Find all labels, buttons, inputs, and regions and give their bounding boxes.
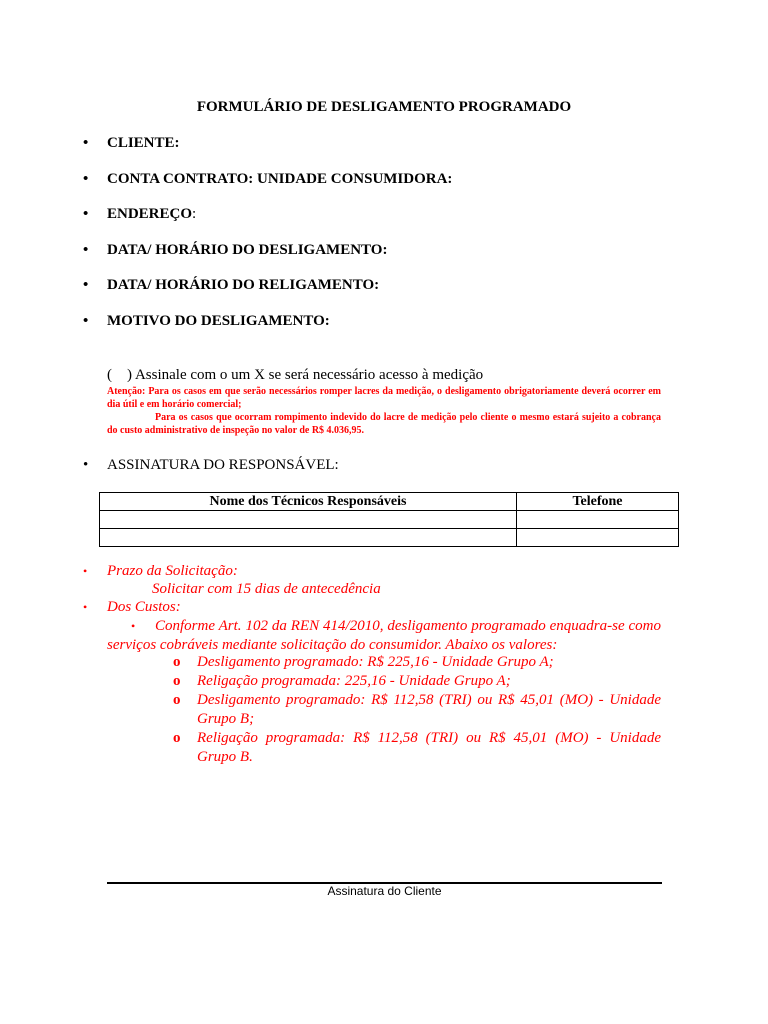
field-data-desligamento <box>83 242 387 259</box>
cost-item-text: Desligamento programado: R$ 112,58 (TRI) ou R$ 45,01 (MO) - Unidade Grupo B; <box>197 692 661 727</box>
cost-item-text: Desligamento programado: R$ 225,16 - Unidade Grupo A; <box>197 654 554 670</box>
form-title: FORMULÁRIO DE DESLIGAMENTO PROGRAMADO <box>196 99 572 115</box>
access-checkbox-label: Assinale com o um X se será necessário acesso à medição <box>134 367 484 383</box>
client-signature-label: Assinatura do Cliente <box>327 884 442 898</box>
list-item <box>173 691 661 729</box>
bullet-icon: • <box>83 277 89 293</box>
technician-name-cell[interactable] <box>100 529 517 547</box>
table-row <box>100 511 679 529</box>
field-label: CLIENTE: <box>107 135 180 151</box>
costs-heading <box>83 599 181 616</box>
header-phone: Telefone <box>517 493 679 511</box>
costs-intro <box>107 617 661 655</box>
bullet-icon: • <box>83 457 89 473</box>
deadline-title: Prazo da Solicitação: <box>107 563 238 579</box>
bullet-icon: • <box>83 171 89 187</box>
list-item <box>173 653 661 672</box>
technician-name-cell[interactable] <box>100 511 517 529</box>
header-technician-names: Nome dos Técnicos Responsáveis <box>100 493 517 511</box>
technicians-table <box>99 492 679 547</box>
costs-list <box>173 653 661 767</box>
bullet-icon: • <box>83 313 89 329</box>
bullet-icon: • <box>83 135 89 151</box>
circle-bullet-icon: o <box>173 730 181 746</box>
circle-bullet-icon: o <box>173 692 181 708</box>
bullet-icon: • <box>83 564 88 578</box>
access-checkbox[interactable]: ( ) <box>107 367 132 383</box>
field-suffix: : <box>192 206 197 222</box>
table-header-row <box>100 493 679 511</box>
field-cliente <box>83 135 180 152</box>
deadline-text: Solicitar com 15 dias de antecedência <box>152 581 381 597</box>
bullet-icon: • <box>83 242 89 258</box>
cost-item-text: Religação programada: 225,16 - Unidade Grupo A; <box>197 673 511 689</box>
responsible-signature <box>83 457 339 474</box>
field-label: CONTA CONTRATO: UNIDADE CONSUMIDORA: <box>107 171 453 187</box>
field-data-religamento <box>83 277 379 294</box>
field-label: ENDEREÇO <box>107 206 193 222</box>
field-label: DATA/ HORÁRIO DO RELIGAMENTO: <box>107 277 380 293</box>
responsible-signature-label: ASSINATURA DO RESPONSÁVEL: <box>107 457 339 473</box>
seal-violation-note: Para os casos que ocorram rompimento indevido do lacre de medição pelo cliente o mesmo estará sujeito a cobrança do custo administrativo de inspeção no valor de R$ 4.036,95. <box>107 412 661 436</box>
field-label: MOTIVO DO DESLIGAMENTO: <box>107 313 330 329</box>
deadline-heading <box>83 563 238 580</box>
access-checkbox-line <box>107 367 483 384</box>
bullet-icon: • <box>83 206 89 222</box>
phone-cell[interactable] <box>517 511 679 529</box>
costs-title: Dos Custos: <box>107 599 181 615</box>
bullet-icon: • <box>131 619 136 633</box>
table-row <box>100 529 679 547</box>
costs-intro-text: Conforme Art. 102 da REN 414/2010, desligamento programado enquadra-se como serviços cobráveis mediante solicitação do consumidor. Abaixo os valores: <box>107 618 661 653</box>
phone-cell[interactable] <box>517 529 679 547</box>
field-endereco <box>83 206 196 223</box>
bullet-icon: • <box>83 600 88 614</box>
field-conta-contrato <box>83 171 452 188</box>
field-motivo <box>83 313 330 330</box>
field-label: DATA/ HORÁRIO DO DESLIGAMENTO: <box>107 242 388 258</box>
circle-bullet-icon: o <box>173 673 181 689</box>
circle-bullet-icon: o <box>173 654 181 670</box>
list-item <box>173 729 661 767</box>
list-item <box>173 672 661 691</box>
cost-item-text: Religação programada: R$ 112,58 (TRI) ou R$ 45,01 (MO) - Unidade Grupo B. <box>197 730 661 765</box>
attention-note: Atenção: Para os casos em que serão necessários romper lacres da medição, o desligamento obrigatoriamente deverá ocorrer em dia útil e em horário comercial; <box>107 386 661 410</box>
